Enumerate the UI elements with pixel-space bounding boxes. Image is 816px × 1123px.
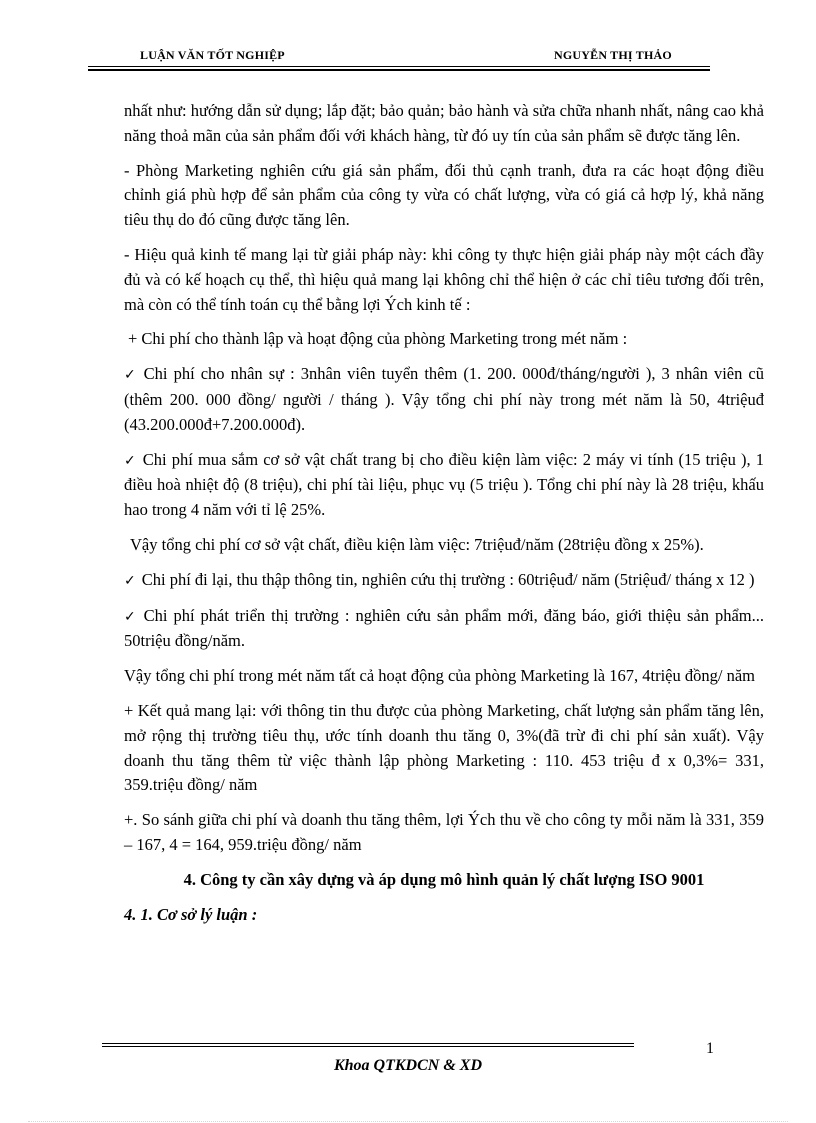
paragraph: +. So sánh giữa chi phí và doanh thu tăng thêm, lợi Ých thu về cho công ty mỗi năm là 331, 359 – 167, 4 = 164, 959.triệu đồng/ năm: [124, 810, 764, 854]
checklist-text: Chi phí cho nhân sự : 3nhân viên tuyển thêm (1. 200. 000đ/tháng/người ), 3 nhân viên cũ (thêm 200. 000 đồng/ người / tháng ). Vậy tổng chi phí này trong mét năm là 50, 4triệuđ (43.200.000đ+7.200.000đ).: [124, 364, 764, 434]
checklist-text: Chi phí phát triển thị trường : nghiên cứu sản phẩm mới, đăng báo, giới thiệu sản phẩm... 50triệu đồng/năm.: [124, 605, 764, 651]
checklist-text: Chi phí đi lại, thu thập thông tin, nghiên cứu thị trường : 60triệuđ/ năm (5triệuđ/ tháng x 12 ): [141, 569, 755, 589]
subsection-heading: 4. 1. Cơ sở lý luận :: [124, 904, 258, 924]
paragraph-text: + Chi phí cho thành lập và hoạt động của phòng Marketing trong mét năm :: [128, 329, 628, 349]
checklist-item: [124, 568, 764, 594]
document-body: [124, 99, 764, 937]
checklist-item: [124, 604, 764, 655]
footer-rule-top: [102, 1043, 634, 1044]
checklist-item: [124, 362, 764, 437]
paragraph: Vậy tổng chi phí trong mét năm tất cả hoạt động của phòng Marketing là 167, 4triệu đồng/ năm: [124, 666, 755, 686]
paragraph: [124, 327, 764, 352]
check-icon: ✓: [124, 452, 137, 469]
page-number: 1: [706, 1040, 714, 1057]
paragraph: [124, 533, 764, 558]
paragraph-text: Vậy tổng chi phí cơ sở vật chất, điều kiện làm việc: 7triệuđ/năm (28triệu đồng x 25%).: [130, 534, 704, 554]
paragraph: + Kết quả mang lại: với thông tin thu được của phòng Marketing, chất lượng sản phẩm tăng lên, mở rộng thị trường tiêu thụ, ước tính doanh thu tăng 0, 3%(đã trừ đi chi phí sản xuất). Vậy doanh thu tăng thêm từ việc thành lập phòng Marketing : 110. 453 triệu đ x 0,3%= 331, 359.triệu đồng/ năm: [124, 700, 764, 795]
header-author-name: NGUYỄN THỊ THẢO: [554, 48, 672, 62]
check-icon: ✓: [124, 572, 136, 589]
page-edge-divider: [28, 1121, 788, 1122]
section-heading: 4. Công ty cần xây dựng và áp dụng mô hình quản lý chất lượng ISO 9001: [183, 869, 705, 889]
header-thesis-label: LUẬN VĂN TỐT NGHIỆP: [140, 48, 285, 62]
checklist-text: Chi phí mua sắm cơ sở vật chất trang bị cho điều kiện làm việc: 2 máy vi tính (15 triệu ), 1 điều hoà nhiệt độ (8 triệu), chi phí tài liệu, phục vụ (5 triệu ). Tổng chi phí này là 28 triệu, khấu hao trong 4 năm với tỉ lệ 25%.: [124, 449, 764, 520]
paragraph: - Hiệu quả kinh tế mang lại từ giải pháp này: khi công ty thực hiện giải pháp này một cách đầy đủ và có kế hoạch cụ thể, thì hiệu quả mang lại không chỉ thể hiện ở các chỉ tiêu tương đối trên, mà còn có thể tính toán cụ thể bằng lợi Ých kinh tế :: [124, 244, 764, 314]
paragraph: nhất như: hướng dẫn sử dụng; lắp đặt; bảo quản; bảo hành và sửa chữa nhanh nhất, nâng cao khả năng thoả mãn của sản phẩm đối với khách hàng, từ đó uy tín của sản phẩm sẽ được tăng lên.: [124, 101, 764, 145]
footer-rule-bottom: [102, 1046, 634, 1047]
footer-department: Khoa QTKDCN & XD: [333, 1057, 483, 1074]
checklist-item: [124, 448, 764, 523]
paragraph: - Phòng Marketing nghiên cứu giá sản phẩm, đối thủ cạnh tranh, đưa ra các hoạt động điều chỉnh giá phù hợp để sản phẩm của công ty vừa có chất lượng, vừa có giá cả hợp lý, khả năng tiêu thụ do đó cũng được tăng lên.: [124, 160, 764, 230]
header-rule-thin: [88, 66, 710, 67]
header-rule-thick: [88, 69, 710, 71]
check-icon: ✓: [124, 367, 138, 384]
check-icon: ✓: [124, 608, 138, 625]
